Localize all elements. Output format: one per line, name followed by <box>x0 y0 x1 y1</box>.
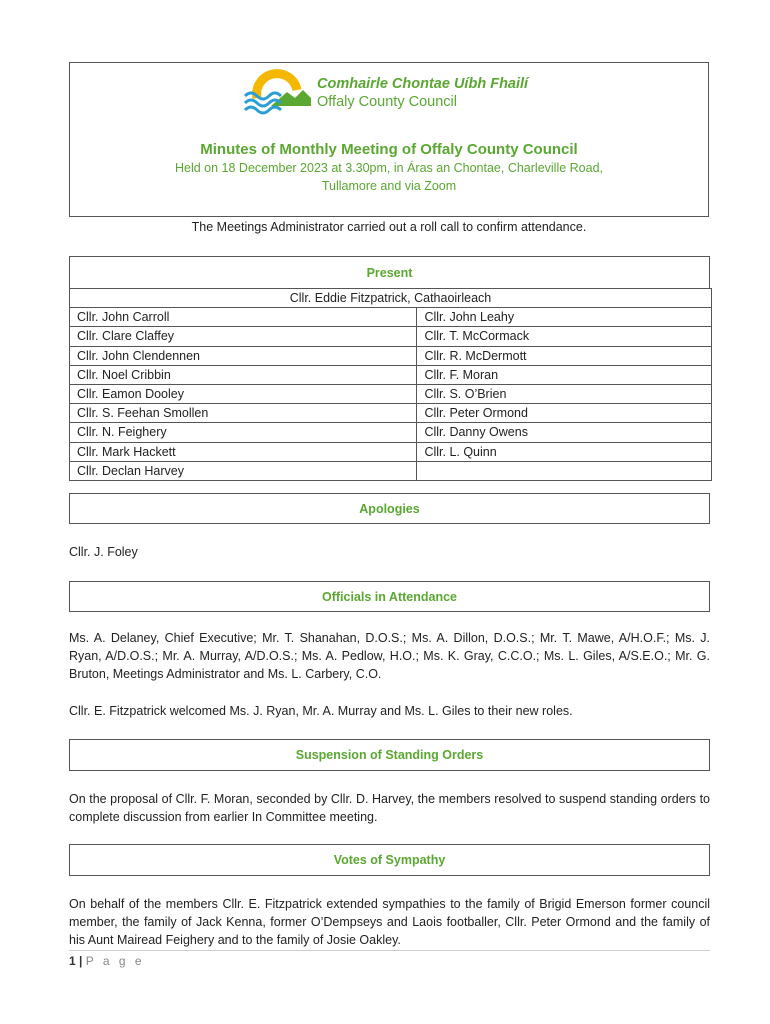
present-heading: Present <box>69 256 710 289</box>
present-member-right: Cllr. F. Moran <box>417 365 712 384</box>
chair-cell: Cllr. Eddie Fitzpatrick, Cathaoirleach <box>70 289 712 308</box>
page-number: 1 <box>69 954 76 968</box>
document-title: Minutes of Monthly Meeting of Offaly County Council <box>200 141 578 158</box>
present-member-left: Cllr. Eamon Dooley <box>70 384 417 403</box>
officials-heading: Officials in Attendance <box>69 581 710 612</box>
welcome-text: Cllr. E. Fitzpatrick welcomed Ms. J. Ryan, Mr. A. Murray and Ms. L. Giles to their new roles. <box>69 704 573 718</box>
present-member-right: Cllr. Peter Ormond <box>417 404 712 423</box>
present-row <box>70 346 712 365</box>
present-member-right: Cllr. L. Quinn <box>417 442 712 461</box>
present-member-right <box>417 461 712 480</box>
council-name-english: Offaly County Council <box>317 94 457 110</box>
footer-rule <box>69 950 710 951</box>
present-member-left: Cllr. Noel Cribbin <box>70 365 417 384</box>
present-row <box>70 461 712 480</box>
present-table <box>69 288 712 481</box>
present-member-right: Cllr. T. McCormack <box>417 327 712 346</box>
present-member-left: Cllr. N. Feighery <box>70 423 417 442</box>
document-subtitle-line1: Held on 18 December 2023 at 3.30pm, in Áras an Chontae, Charleville Road, <box>174 161 604 175</box>
present-row <box>70 365 712 384</box>
present-row <box>70 404 712 423</box>
present-member-left: Cllr. S. Feehan Smollen <box>70 404 417 423</box>
present-row <box>70 384 712 403</box>
present-row <box>70 308 712 327</box>
present-row <box>70 442 712 461</box>
suspension-heading: Suspension of Standing Orders <box>69 739 710 771</box>
present-row <box>70 423 712 442</box>
present-member-left: Cllr. Declan Harvey <box>70 461 417 480</box>
sympathy-heading: Votes of Sympathy <box>69 844 710 876</box>
sympathy-text: On behalf of the members Cllr. E. Fitzpatrick extended sympathies to the family of Brigid Emerson former council member, the family of Jack Kenna, former O’Dempseys and Laois footballer, Cllr. Peter Ormond and the family of his Aunt Mairead Feighery and to the family of Josie Oakley. <box>69 897 710 948</box>
suspension-text: On the proposal of Cllr. F. Moran, seconded by Cllr. D. Harvey, the members resolved to suspend standing orders to complete discussion from earlier In Committee meeting. <box>69 792 710 825</box>
present-member-right: Cllr. John Leahy <box>417 308 712 327</box>
roll-call-intro: The Meetings Administrator carried out a roll call to confirm attendance. <box>191 220 587 234</box>
present-member-right: Cllr. R. McDermott <box>417 346 712 365</box>
present-member-left: Cllr. Mark Hackett <box>70 442 417 461</box>
page-separator: | <box>79 954 83 968</box>
apologies-heading: Apologies <box>69 493 710 524</box>
chair-row <box>70 289 712 308</box>
apologies-text: Cllr. J. Foley <box>69 545 138 559</box>
officials-text: Ms. A. Delaney, Chief Executive; Mr. T. Shanahan, D.O.S.; Ms. A. Dillon, D.O.S.; Mr. T. Mawe, A/H.O.F.; Ms. J. Ryan, A/D.O.S.; Mr. A. Murray, A/D.O.S.; Ms. A. Pedlow, H.O.; Ms. K. Gray, C.C.O.; Ms. L. Giles, A/S.E.O.; Mr. G. Bruton, Meetings Administrator and Ms. L. Carbery, C.O. <box>69 631 710 682</box>
present-row <box>70 327 712 346</box>
present-member-right: Cllr. Danny Owens <box>417 423 712 442</box>
page-word: P a g e <box>85 954 145 968</box>
document-subtitle-line2: Tullamore and via Zoom <box>321 179 457 193</box>
present-member-right: Cllr. S. O’Brien <box>417 384 712 403</box>
present-member-left: Cllr. Clare Claffey <box>70 327 417 346</box>
council-logo <box>243 68 313 116</box>
page-footer <box>69 954 145 968</box>
present-member-left: Cllr. John Carroll <box>70 308 417 327</box>
present-member-left: Cllr. John Clendennen <box>70 346 417 365</box>
council-name-irish: Comhairle Chontae Uíbh Fhailí <box>317 76 529 92</box>
